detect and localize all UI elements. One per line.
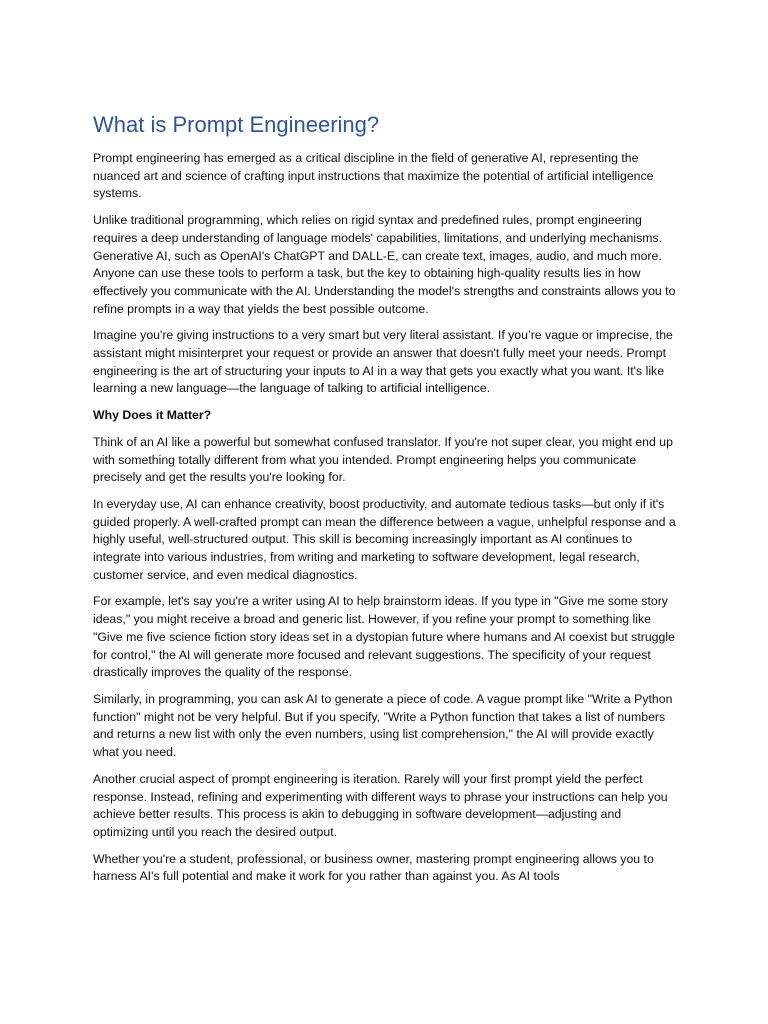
paragraph: Imagine you're giving instructions to a very smart but very literal assistant. If you’re vague or imprecise, the assistant might misinterpret your request or provide an answer that doesn't fully meet your needs. Prompt engineering is the art of structuring your inputs to AI in a way that gets you exactly what you want. It's like learning a new language—the language of talking to artificial intelligence. bbox=[93, 328, 673, 396]
paragraph: Think of an AI like a powerful but somewhat confused translator. If you're not super clear, you might end up with something totally different from what you intended. Prompt engineering helps you communicate precisely and get the results you're looking for. bbox=[93, 434, 673, 485]
paragraph: In everyday use, AI can enhance creativity, boost productivity, and automate tedious tasks—but only if it's guided properly. A well-crafted prompt can mean the difference between a vague, unhelpful response and a highly useful, well-structured output. This skill is becoming increasingly important as AI continues to integrate into various industries, from writing and marketing to software development, legal research, customer service, and even medical diagnostics. bbox=[93, 496, 676, 582]
page-title: What is Prompt Engineering? bbox=[93, 112, 380, 137]
paragraph: Another crucial aspect of prompt engineering is iteration. Rarely will your first prompt yield the perfect response. Instead, refining and experimenting with different ways to phrase your instructions can help you achieve better results. This process is akin to debugging in software development—adjusting and optimizing until you reach the desired output. bbox=[93, 771, 668, 839]
paragraph: Similarly, in programming, you can ask AI to generate a piece of code. A vague prompt like "Write a Python function" might not be very helpful. But if you specify, "Write a Python function that takes a list of numbers and returns a new list with only the even numbers, using list comprehension," the AI will provide exactly what you need. bbox=[93, 691, 673, 760]
section-heading: Why Does it Matter? bbox=[93, 408, 212, 423]
document-body bbox=[93, 110, 677, 895]
paragraph: For example, let's say you're a writer using AI to help brainstorm ideas. If you type in "Give me some story ideas," you might receive a broad and generic list. However, if you refine your prompt to something like "Give me five science fiction story ideas set in a dystopian future where humans and AI coexist but struggle for control," the AI will generate more focused and relevant suggestions. The specificity of your request drastically improves the quality of the response. bbox=[93, 594, 675, 680]
paragraph: Prompt engineering has emerged as a critical discipline in the field of generative AI, representing the nuanced art and science of crafting input instructions that maximize the potential of artificial intelligence systems. bbox=[93, 151, 654, 201]
paragraph: Whether you're a student, professional, or business owner, mastering prompt engineering allows you to harness AI's full potential and make it work for you rather than against you. As AI tools bbox=[93, 851, 654, 884]
paragraph: Unlike traditional programming, which relies on rigid syntax and predefined rules, prompt engineering requires a deep understanding of language models' capabilities, limitations, and underlying mechanisms. Generative AI, such as OpenAI's ChatGPT and DALL-E, can create text, images, audio, and much more. Anyone can use these tools to perform a task, but the key to obtaining high-quality results lies in how effectively you communicate with the AI. Understanding the model's strengths and constraints allows you to refine prompts in a way that yields the best possible outcome. bbox=[93, 213, 676, 316]
